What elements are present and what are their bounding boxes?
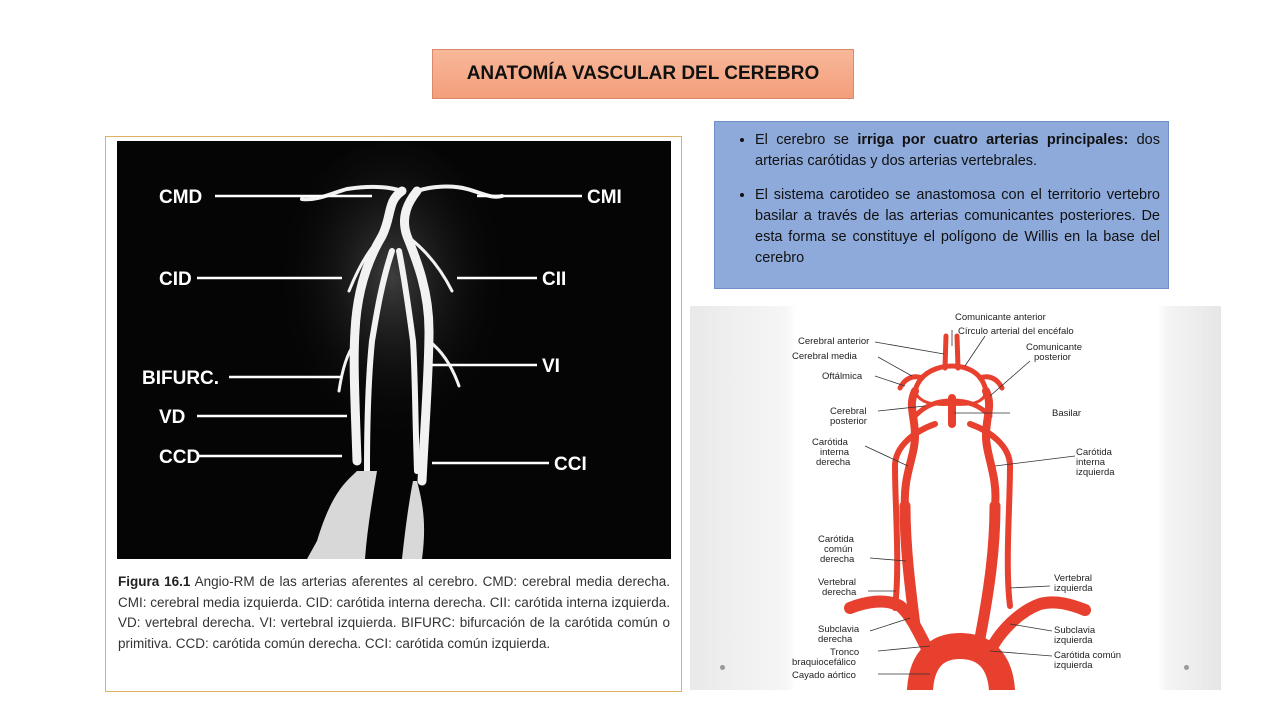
angio-image	[117, 141, 671, 559]
diagram-label-cerebral-anterior: Cerebral anterior	[798, 336, 870, 347]
diagram-label-tronco-2: braquiocefálico	[792, 657, 856, 668]
angio-label-cii: CII	[542, 269, 567, 290]
diagram-label-cii-3: izquierda	[1076, 467, 1115, 478]
artery-diagram	[690, 306, 1221, 690]
diagram-label-cid-3: derecha	[816, 457, 851, 468]
caption-label: Figura 16.1	[118, 574, 191, 589]
diagram-label-cci-2: izquierda	[1054, 660, 1093, 671]
diagram-label-comunicante-posterior-1: Comunicante	[1026, 342, 1082, 353]
artery-svg	[690, 306, 1221, 690]
diagram-label-comunicante-anterior: Comunicante anterior	[955, 312, 1046, 323]
figure-caption	[118, 572, 670, 654]
diagram-label-vd-2: derecha	[822, 587, 857, 598]
info-bullet-2: • El sistema carotideo se anastomosa con el territorio vertebro basilar a través de las arterias comunicantes posteriores. De esta forma se constituye el polígono de Willis en la base del cerebro	[755, 185, 1160, 269]
angio-label-bifurc: BIFURC.	[142, 368, 220, 389]
diagram-label-tronco-1: Tronco	[830, 647, 860, 658]
diagram-label-cii-2: interna	[1076, 457, 1106, 468]
info-box	[714, 121, 1169, 289]
angio-figure	[105, 136, 682, 692]
angio-label-cmd: CMD	[159, 187, 203, 208]
diagram-label-vd-1: Vertebral	[818, 577, 857, 588]
title-box	[432, 49, 854, 99]
info-bullet-1-bold: irriga por cuatro arterias principales:	[857, 132, 1129, 148]
diagram-label-comunicante-posterior-2: posterior	[1034, 352, 1071, 363]
info-bullet-1	[755, 130, 1160, 172]
diagram-label-cid-1: Carótida	[812, 437, 848, 448]
diagram-label-si-1: Subclavia	[1054, 625, 1096, 636]
diagram-label-oftalmica: Oftálmica	[822, 371, 863, 382]
diagram-label-cerebral-posterior-2: posterior	[830, 416, 867, 427]
angio-label-cid: CID	[159, 269, 192, 290]
angio-label-cmi: CMI	[587, 187, 622, 208]
page-title: ANATOMÍA VASCULAR DEL CEREBRO	[466, 63, 820, 84]
diagram-label-ccd-2: común	[824, 544, 853, 555]
angio-label-ccd: CCD	[159, 447, 201, 468]
diagram-label-vi-1: Vertebral	[1054, 573, 1093, 584]
diagram-label-cayado: Cayado aórtico	[792, 670, 856, 681]
info-bullet-1-post: dos arterias carótidas y dos arterias vertebrales.	[755, 132, 1160, 169]
info-bullet-1-pre: El cerebro se	[755, 132, 858, 148]
diagram-label-cerebral-posterior-1: Cerebral	[830, 406, 867, 417]
diagram-label-ccd-1: Carótida	[818, 534, 854, 545]
diagram-label-circulo: Círculo arterial del encéfalo	[958, 326, 1074, 337]
angio-label-vi: VI	[542, 356, 560, 377]
diagram-label-cii-1: Carótida	[1076, 447, 1112, 458]
diagram-label-cid-2: interna	[820, 447, 850, 458]
diagram-label-cci-1: Carótida común	[1054, 650, 1122, 661]
diagram-label-ccd-3: derecha	[820, 554, 855, 565]
diagram-label-sd-1: Subclavia	[818, 624, 860, 635]
angio-label-vd: VD	[159, 407, 186, 428]
caption-text: Angio-RM de las arterias aferentes al cerebro. CMD: cerebral media derecha. CMI: cerebral media izquierda. CID: carótida interna derecha. CII: carótida interna izquierda. VD: vertebral derecha. VI: vertebral izquierda. BIFURC: bifurcación de la carótida común o primitiva. CCD: carótida común derecha. CCI: carótida común izquierda.	[118, 574, 670, 651]
angio-svg	[117, 141, 671, 559]
diagram-label-sd-2: derecha	[818, 634, 853, 645]
angio-label-cci: CCI	[554, 454, 587, 475]
diagram-label-vi-2: izquierda	[1054, 583, 1093, 594]
diagram-label-basilar: Basilar	[1052, 408, 1082, 419]
diagram-label-si-2: izquierda	[1054, 635, 1093, 646]
diagram-label-cerebral-media: Cerebral media	[792, 351, 857, 362]
